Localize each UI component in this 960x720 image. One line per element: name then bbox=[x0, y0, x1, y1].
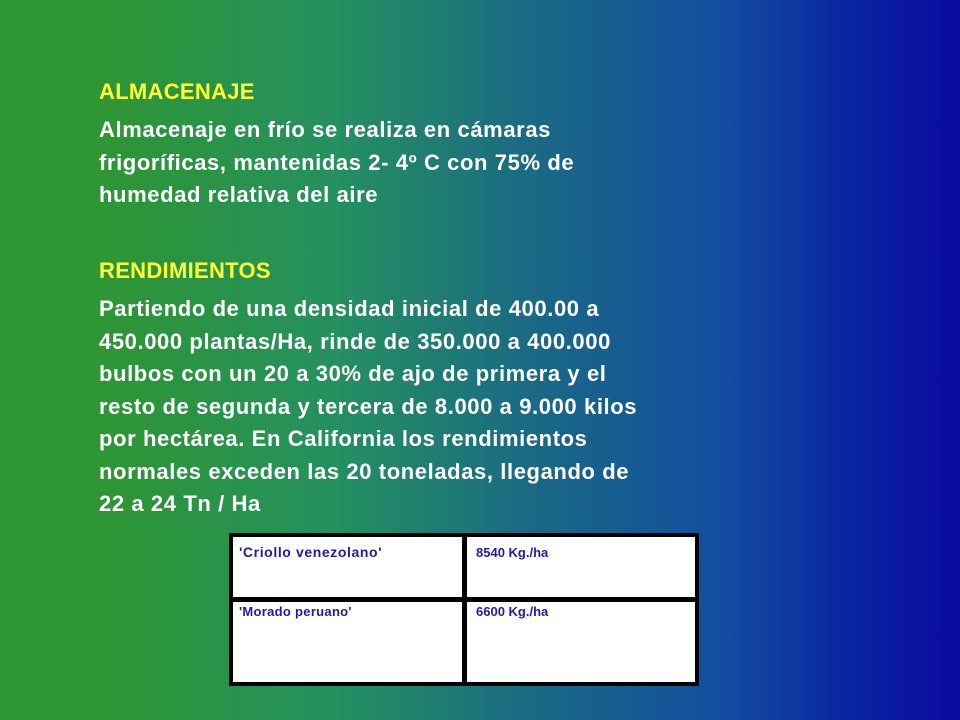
table-cell-yield: 6600 Kg./ha bbox=[467, 602, 695, 682]
table-cell-yield: 8540 Kg./ha bbox=[467, 537, 695, 597]
section-heading-almacenaje: ALMACENAJE bbox=[99, 79, 255, 104]
section-body-almacenaje bbox=[99, 114, 574, 212]
table-cell-variety: 'Criollo venezolano' bbox=[233, 537, 462, 597]
text-line: por hectárea. En California los rendimientos bbox=[99, 426, 588, 451]
text-line: 450.000 plantas/Ha, rinde de 350.000 a 400.000 bbox=[99, 328, 611, 354]
text-line: 22 a 24 Tn / Ha bbox=[99, 491, 261, 516]
text-line: Partiendo de una densidad inicial de 400.00 a bbox=[99, 296, 600, 321]
text-line: Almacenaje en frío se realiza en cámaras bbox=[99, 117, 552, 142]
text-line: bulbos con un 20 a 30% de ajo de primera y el bbox=[99, 361, 607, 386]
text-line: humedad relativa del aire bbox=[99, 182, 379, 207]
text-line: resto de segunda y tercera de 8.000 a 9.000 kilos bbox=[99, 393, 638, 419]
section-body-rendimientos bbox=[99, 293, 637, 521]
table-cell-variety: 'Morado peruano' bbox=[233, 602, 462, 682]
text-line: frigoríficas, mantenidas 2- 4º C con 75% de bbox=[99, 149, 575, 175]
yield-table bbox=[229, 533, 699, 686]
section-heading-rendimientos: RENDIMIENTOS bbox=[99, 258, 271, 283]
text-line: normales exceden las 20 toneladas, llegando de bbox=[99, 458, 630, 484]
